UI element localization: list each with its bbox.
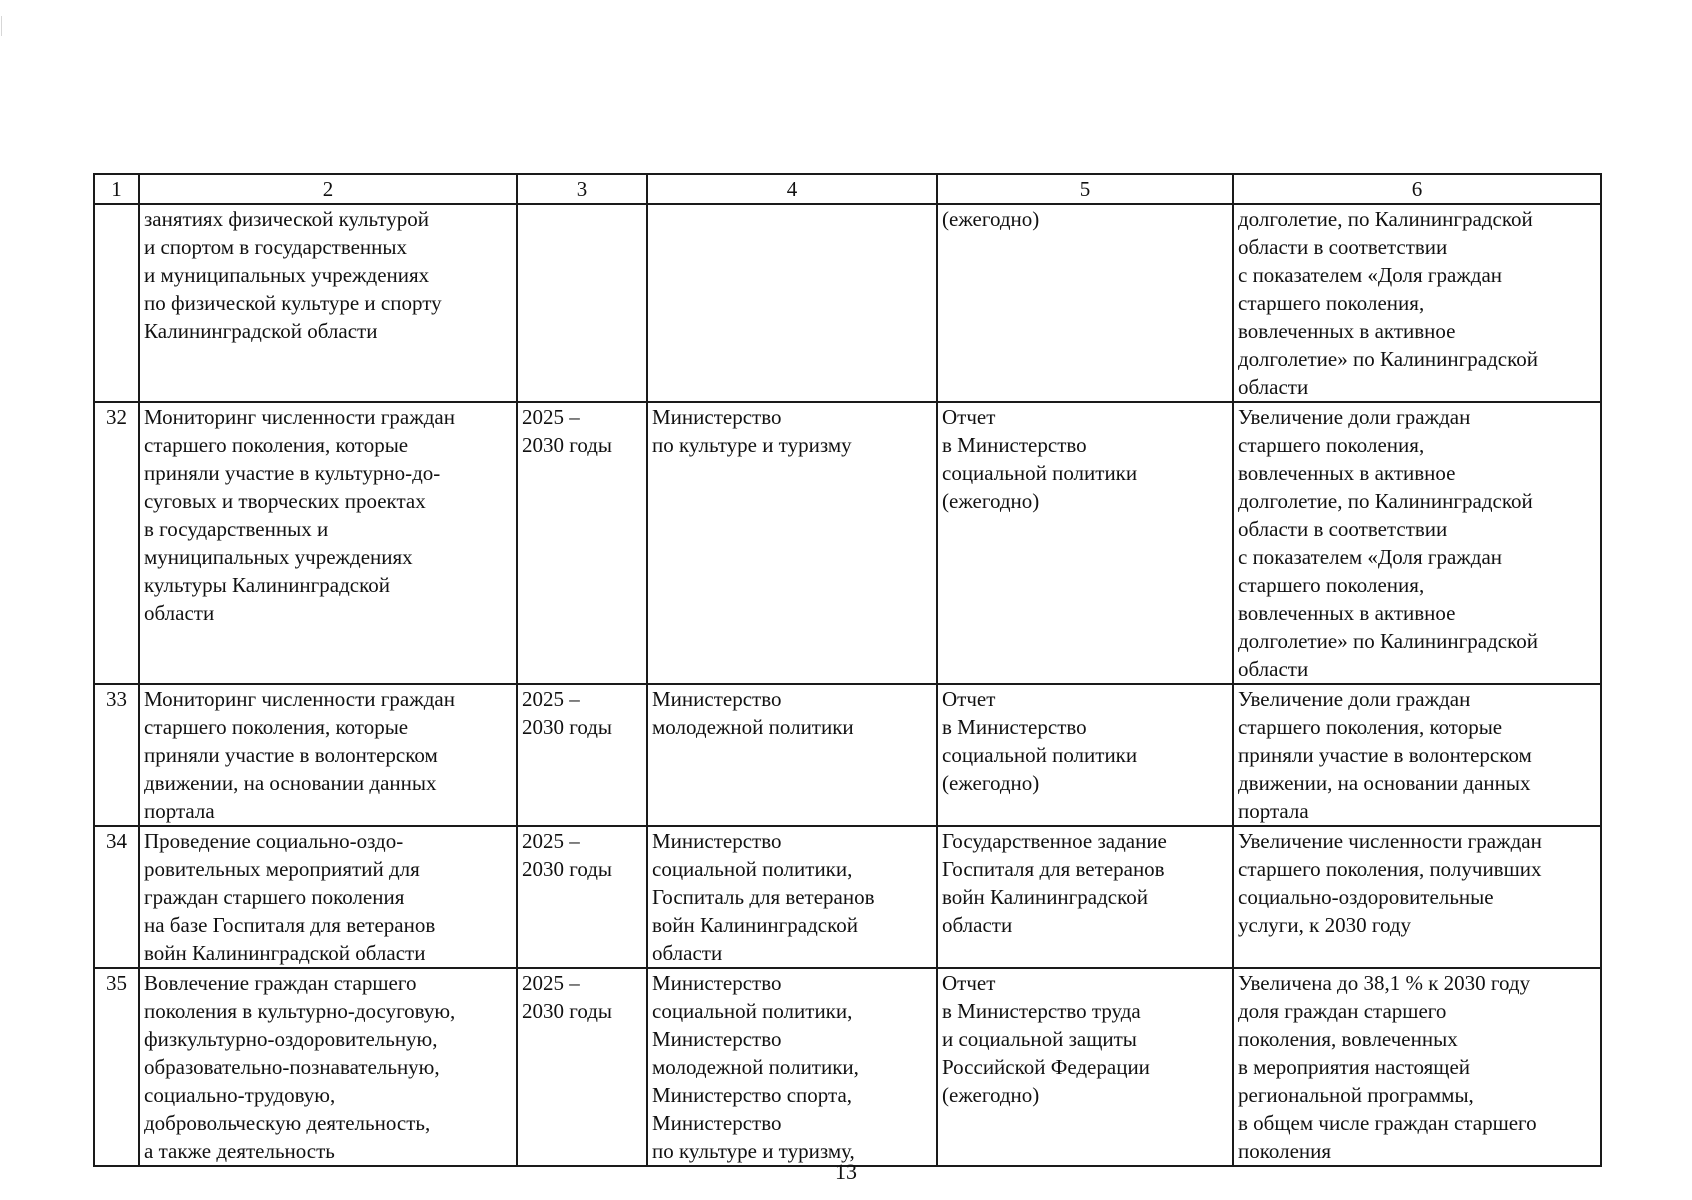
column-number-row: [94, 174, 1601, 204]
reporting-cell: Отчет в Министерство социальной политики (ежегодно): [937, 402, 1233, 684]
page-number: 13: [835, 1159, 857, 1184]
period-cell: 2025 – 2030 годы: [517, 684, 647, 826]
result-cell: долголетие, по Калининградской области в соответствии с показателем «Доля граждан старшего поколения, вовлеченных в активное долголетие» по Калининградской области: [1233, 204, 1601, 402]
reporting-cell: (ежегодно): [937, 204, 1233, 402]
row-number: 33: [94, 684, 139, 826]
table-row-continuation: [94, 204, 1601, 402]
responsible-cell: Министерство социальной политики, Министерство молодежной политики, Министерство спорта, Министерство по культуре и туризму,: [647, 968, 937, 1166]
column-number-3: 3: [517, 174, 647, 204]
result-cell: Увеличение доли граждан старшего поколения, вовлеченных в активное долголетие, по Калининградской области в соответствии с показателем «Доля граждан старшего поколения, вовлеченных в активное долголетие» по Калининградской области: [1233, 402, 1601, 684]
result-cell: Увеличение доли граждан старшего поколения, которые приняли участие в волонтерском движении, на основании данных портала: [1233, 684, 1601, 826]
result-cell: Увеличение численности граждан старшего поколения, получивших социально-оздоровительные услуги, к 2030 году: [1233, 826, 1601, 968]
period-cell: 2025 – 2030 годы: [517, 968, 647, 1166]
column-number-6: 6: [1233, 174, 1601, 204]
period-cell: [517, 204, 647, 402]
column-number-4: 4: [647, 174, 937, 204]
table-row-33: [94, 684, 1601, 826]
period-cell: 2025 – 2030 годы: [517, 826, 647, 968]
activity-cell: Мониторинг численности граждан старшего поколения, которые приняли участие в волонтерском движении, на основании данных портала: [139, 684, 517, 826]
period-cell: 2025 – 2030 годы: [517, 402, 647, 684]
responsible-cell: [647, 204, 937, 402]
responsible-cell: Министерство молодежной политики: [647, 684, 937, 826]
column-number-5: 5: [937, 174, 1233, 204]
row-number: 35: [94, 968, 139, 1166]
result-cell: Увеличена до 38,1 % к 2030 году доля граждан старшего поколения, вовлеченных в мероприятия настоящей региональной программы, в общем числе граждан старшего поколения: [1233, 968, 1601, 1166]
reporting-cell: Отчет в Министерство труда и социальной защиты Российской Федерации (ежегодно): [937, 968, 1233, 1166]
activity-cell: Мониторинг численности граждан старшего поколения, которые приняли участие в культурно-до- суговых и творческих проектах в государственных и муниципальных учреждениях культуры Калининградской области: [139, 402, 517, 684]
row-number: 34: [94, 826, 139, 968]
row-number: [94, 204, 139, 402]
row-number: 32: [94, 402, 139, 684]
reporting-cell: Отчет в Министерство социальной политики (ежегодно): [937, 684, 1233, 826]
activity-cell: занятиях физической культурой и спортом в государственных и муниципальных учреждениях по физической культуре и спорту Калининградской области: [139, 204, 517, 402]
table-row-32: [94, 402, 1601, 684]
responsible-cell: Министерство по культуре и туризму: [647, 402, 937, 684]
program-activities-table: [93, 173, 1602, 1167]
column-number-2: 2: [139, 174, 517, 204]
table-row-35: [94, 968, 1601, 1166]
activity-cell: Проведение социально-оздо- ровительных мероприятий для граждан старшего поколения на базе Госпиталя для ветеранов войн Калининградской области: [139, 826, 517, 968]
table-row-34: [94, 826, 1601, 968]
column-number-1: 1: [94, 174, 139, 204]
activity-cell: Вовлечение граждан старшего поколения в культурно-досуговую, физкультурно-оздоровительную, образовательно-познавательную, социально-трудовую, добровольческую деятельность, а также деятельность: [139, 968, 517, 1166]
reporting-cell: Государственное задание Госпиталя для ветеранов войн Калининградской области: [937, 826, 1233, 968]
responsible-cell: Министерство социальной политики, Госпиталь для ветеранов войн Калининградской области: [647, 826, 937, 968]
scan-edge-mark: [1, 16, 2, 36]
